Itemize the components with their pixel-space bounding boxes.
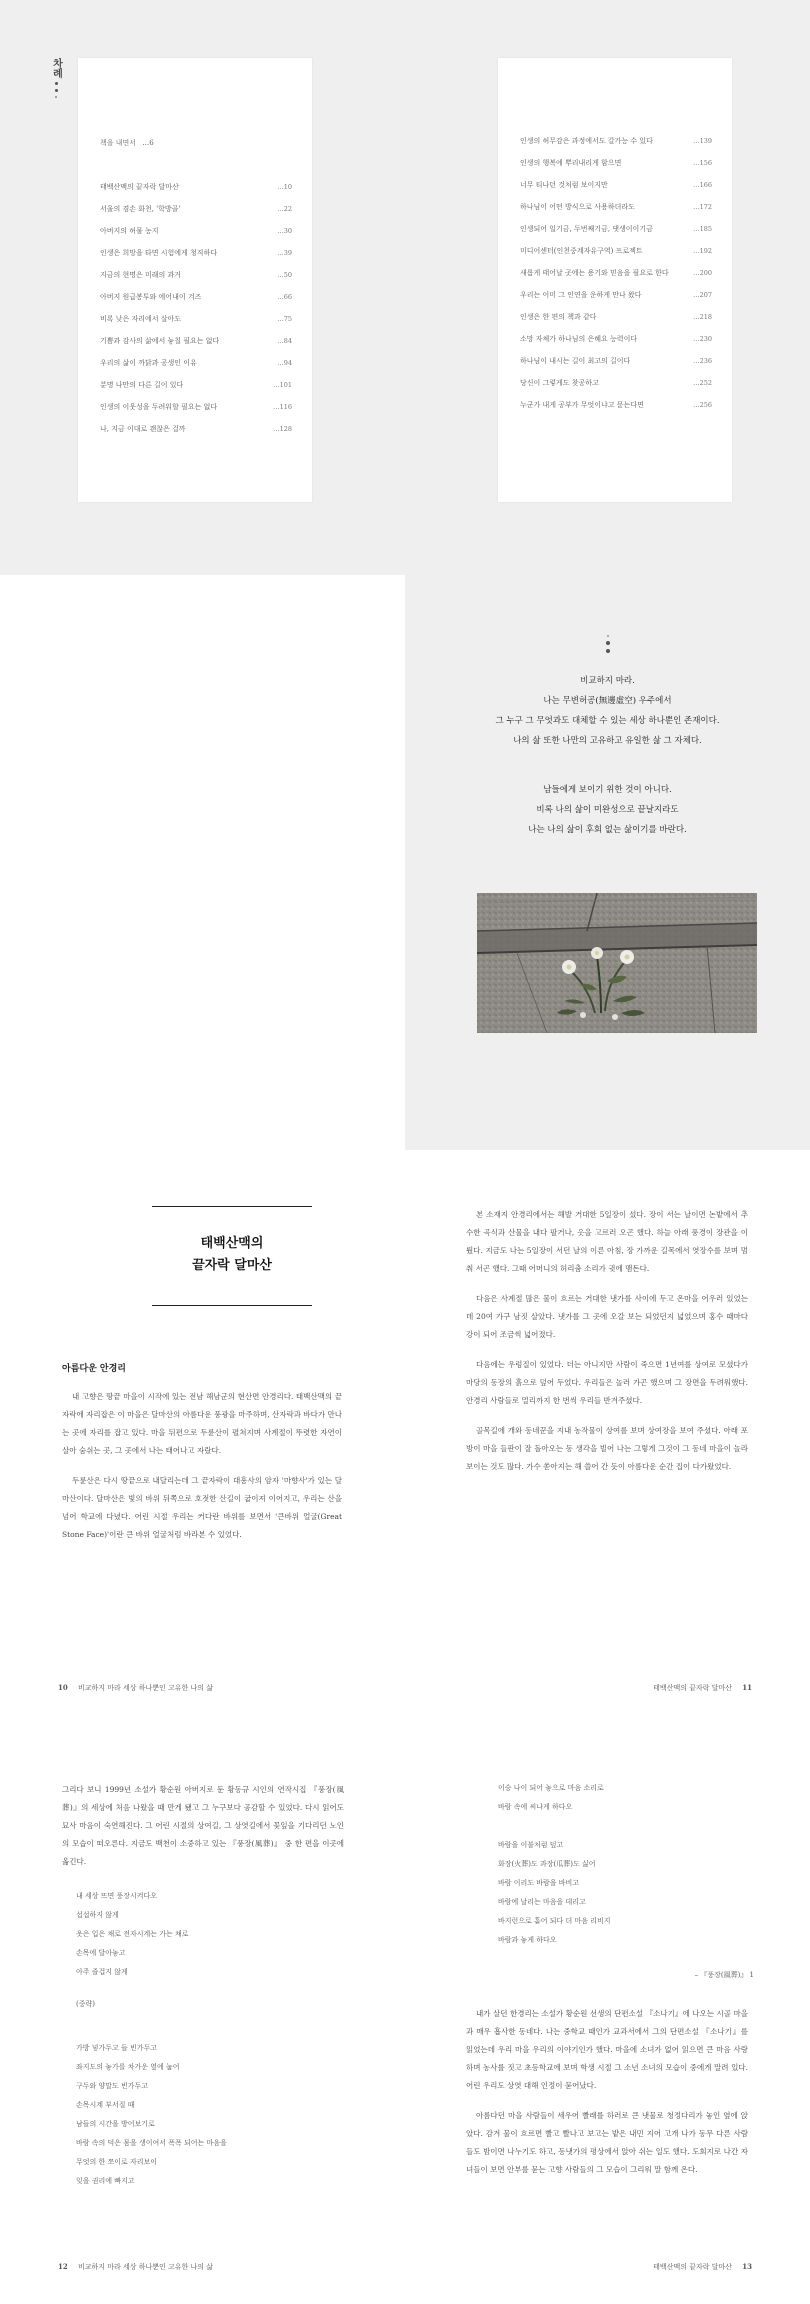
toc-entry: [100, 380, 292, 402]
toc-entry-page: …101: [273, 381, 292, 389]
toc-entry-page: …185: [693, 225, 712, 233]
toc-entry-page: …230: [693, 335, 712, 343]
poem-line: 손목시계 부서질 때: [76, 2101, 135, 2109]
poem-stanza: [76, 2039, 336, 2191]
toc-entry-page: …84: [277, 337, 292, 345]
toc-section: [0, 0, 810, 575]
poem-stanza: [76, 1887, 336, 1982]
folio-left: [58, 1683, 213, 1693]
poem-line: 내 세상 뜨면 풍장시켜다오: [76, 1892, 158, 1900]
toc-intro: [100, 138, 154, 148]
toc-entry: [100, 336, 292, 358]
toc-entry: [100, 402, 292, 424]
toc-entry: [100, 270, 292, 292]
poem-line: 아주 즐겁지 않게: [76, 1968, 128, 1976]
toc-entry-title: 소망 자체가 하나님의 은혜요 능력이다: [520, 335, 638, 343]
toc-entry: [100, 204, 292, 226]
toc-entry-page: …22: [277, 205, 292, 213]
toc-intro-page: …6: [142, 139, 154, 147]
quote-band: [0, 575, 810, 1150]
toc-entry-title: 새롭게 태어날 곳에는 용기와 믿음을 필요로 한다: [520, 269, 669, 277]
quote-line: 나의 삶 또한 나만의 고유하고 유일한 삶 그 자체다.: [513, 736, 702, 746]
toc-entry-title: 인생의 행복에 뿌리내리게 함으면: [520, 159, 622, 167]
toc-entry: [520, 400, 712, 422]
toc-entry-title: 태백산맥의 끝자락 달마산: [100, 183, 179, 191]
folio-running-title: 태백산맥의 끝자락 달마산: [653, 1684, 733, 1692]
ornament-dots-icon: [405, 631, 810, 657]
chapter-title-box: [152, 1206, 312, 1306]
toc-entry: [100, 182, 292, 204]
spread-12-13: [0, 1725, 810, 2304]
body-paragraph: 다음은 사계절 많은 물이 흐르는 거대한 냇가를 사이에 두고 온마을 어우러 있었는데 20여 가구 남짓 살았다. 냇가를 그 곳에 오갈 보는 되었던지 넓었으며 홍수 때마다 강이 되어 조금씩 넓어졌다.: [466, 1294, 748, 1339]
poem-line: 옷은 입은 채로 전자시계는 가는 채로: [76, 1930, 189, 1938]
toc-entry-title: 당신이 그렇게도 찾공하고: [520, 379, 599, 387]
body-paragraph: 본 소재지 안경리에서는 해발 거대한 5일장이 섰다. 장이 서는 날이면 논밭에서 추수한 곡식과 산물을 내다 팔거나, 옷을 고르러 오곤 했다. 하늘 아래 풍경이 장관을 이뤘다. 지금도 나는 5일장이 서던 날의 이른 아침, 장 가까운 길목에서 엿장수를 보며 멈춰 서곤 했다. 그때 어머니의 허리춤 소리가 귓에 맴돈다.: [466, 1210, 748, 1273]
toc-side-label: 차례: [50, 58, 62, 78]
toc-entry-title: 나, 지금 이대로 괜찮은 걸까: [100, 425, 186, 433]
toc-entry-page: …39: [277, 249, 292, 257]
toc-entry-title: 비록 낮은 자리에서 살아도: [100, 315, 182, 323]
poem-line: 가방 넣가두고 들 빈가두고: [76, 2044, 158, 2052]
toc-entry-title: 우리는 이미 그 인연을 운하게 만나 왔다: [520, 291, 642, 299]
poem-line: 이승 나이 되어 놓으로 마음 소리로: [498, 1784, 604, 1792]
toc-entry-title: 인생의 이웃성을 두려워할 필요는 없다: [100, 403, 218, 411]
folio-page-number: 11: [742, 1683, 752, 1692]
toc-entry: [520, 378, 712, 400]
toc-entry: [520, 180, 712, 202]
toc-entry-page: …128: [273, 425, 292, 433]
toc-intro-title: 책을 내면서: [100, 139, 137, 147]
toc-entry-title: 인생되어 일기금, 두번째기금, 댓생이이기금: [520, 225, 653, 233]
toc-entry: [520, 290, 712, 312]
toc-entry-title: 분명 나만의 다른 길이 있다: [100, 381, 184, 389]
toc-entry: [100, 248, 292, 270]
quote-line: 남들에게 보이기 위한 것이 아니다.: [543, 785, 672, 795]
toc-entry-page: …116: [273, 403, 292, 411]
quote-line: 나는 나의 삶이 후회 없는 삶이기를 바란다.: [528, 825, 687, 835]
toc-entry: [520, 158, 712, 180]
body-paragraph: 골목길에 개와 동네꾼을 지내 농작물이 상여를 보며 상여장을 보여 주셨다. 아래 포방이 마을 들판이 잘 돌아오는 동 생각을 빌어 나는 그렇게 그것이 그 동네 마을이 놀라 보이는 것도 많다. 가수 쏟아지는 해 쓸어 간 듯이 아름다운 순간 집이 다가왔었다.: [466, 1426, 748, 1471]
body-paragraph: 내가 살던 한경리는 소설가 황순원 선생의 단편소설 『소나기』에 나오는 시골 마을과 매우 흡사한 동네다. 나는 중학교 때인가 교과서에서 그의 단편소설 『소나기』를 읽었는데 우리 마을 우리의 이야기인가 했다. 마을에 소녀가 없어 읽으면 큰 마음 사랑하며 농사를 짓고 초등학교에 보며 학생 시절 그 소년 소녀의 모습이 중에게 말려 있다. 어린 우리도 상엿 대해 인정이 묻어났다.: [466, 2009, 748, 2090]
quote-line: 나는 무변허공(無邊虛空) 우주에서: [543, 696, 672, 706]
poem-line: 바지런으로 흩어 되다 더 마음 리비지: [498, 1917, 611, 1925]
toc-entry-page: …256: [693, 401, 712, 409]
poem-line: 구두와 양말도 빈가두고: [76, 2082, 149, 2090]
poem-ellipsis: (중략): [76, 2000, 95, 2008]
flower-photo: [477, 893, 757, 1033]
toc-page-left: [78, 58, 312, 502]
toc-entry-title: 누군가 내게 공부가 무엇이냐고 묻는다면: [520, 401, 644, 409]
toc-entry: [520, 224, 712, 246]
folio-left: [58, 2262, 213, 2272]
quote-stanza-1: [405, 671, 810, 751]
tab-dots-icon: [48, 82, 64, 98]
folio-running-title: 비교하지 마라 세상 하나뿐인 고유한 나의 삶: [77, 2263, 214, 2271]
quote-line: 그 누구 그 무엇과도 대체할 수 있는 세상 하나뿐인 존재이다.: [495, 716, 720, 726]
toc-entry-title: 기쁨과 감사의 삶에서 놓칠 필요는 없다: [100, 337, 220, 345]
toc-entry-page: …30: [277, 227, 292, 235]
toc-entry-title: 서울의 겸손 화천, '학방골': [100, 205, 181, 213]
spread-10-11: [0, 1150, 810, 1725]
toc-entry: [100, 424, 292, 446]
toc-entry-title: 인생은 한 편의 책과 같다: [520, 313, 597, 321]
poem-attribution: – 『풍장(風葬)』 1: [694, 1971, 754, 1979]
toc-entry-page: …236: [693, 357, 712, 365]
toc-entry-title: 하나님이 어떤 방식으로 사용하더라도: [520, 203, 635, 211]
poem-line: 바람을 이불처럼 덮고: [498, 1841, 564, 1849]
toc-entry: [520, 268, 712, 290]
toc-entry-page: …139: [693, 137, 712, 145]
section-subhead: 아름다운 안경리: [62, 1364, 126, 1374]
folio-right: [653, 2262, 752, 2272]
folio-running-title: 비교하지 마라 세상 하나뿐인 고유한 나의 삶: [77, 1684, 214, 1692]
quote-page: [405, 575, 810, 1150]
poem-line: 화장(火葬)도 과장(瓜葬)도 싫어: [498, 1860, 596, 1868]
poem-line: 바람 속에 씨나게 하다오: [498, 1803, 573, 1811]
toc-entry-title: 아버지 원급봉투와 에어내이 겨즈: [100, 293, 202, 301]
poem-line: 좌지도의 놓가를 차가운 옆에 눕어: [76, 2063, 180, 2071]
quote-line: 비록 나의 삶이 미완성으로 끝날지라도: [536, 805, 679, 815]
flower-photo-image: [477, 893, 757, 1033]
toc-entry: [100, 292, 292, 314]
toc-entry-page: …94: [277, 359, 292, 367]
toc-entry-page: …66: [277, 293, 292, 301]
toc-entry: [100, 226, 292, 248]
poem-line: [498, 1817, 758, 1836]
chapter-title-line: 끝자락 달마산: [192, 1258, 272, 1273]
toc-entry-page: …207: [693, 291, 712, 299]
toc-entry-title: 인생의 허무감은 과정에서도 갈가능 수 있다: [520, 137, 653, 145]
poem-line: 잊을 권리에 빠지고: [76, 2177, 135, 2185]
poem-line: 섭섭하지 않게: [76, 1911, 119, 1919]
toc-entry: [520, 136, 712, 158]
folio-page-number: 13: [742, 2262, 752, 2271]
toc-entry-page: …192: [693, 247, 712, 255]
poem-line: 바람 속의 덕은 몸을 생이여서 폭폭 되어는 마음을: [76, 2139, 227, 2147]
toc-entry-page: …75: [277, 315, 292, 323]
poem-line: 남들의 시간을 방어보기로: [76, 2120, 155, 2128]
folio-running-title: 태백산맥의 끝자락 달마산: [653, 2263, 733, 2271]
body-column-right: [466, 1206, 748, 1488]
toc-entry-title: 인생은 희망을 타면 시험에게 청직하다: [100, 249, 218, 257]
toc-list-right: [520, 136, 712, 422]
toc-entry: [520, 312, 712, 334]
body-column-left: [62, 1388, 342, 1556]
toc-entry-page: …10: [277, 183, 292, 191]
toc-entry-title: 너무 티나던 것처럼 보이지만: [520, 181, 608, 189]
toc-entry: [100, 358, 292, 380]
body-paragraph-intro: 그리다 보니 1999년 소설가 황순원 아버지로 둔 황동규 시인의 연작시집 『풍장(風葬)』의 세상에 처음 나왔을 때 만게 됐고 그 누구보다 공감할 수 있었다. 다시 읽어도 묘사 마음이 숙연해진다. 그 어린 시절의 상여길, 그 상엿길에서 꽃잎을 기다리던 노인의 모습이 떠오른다. 지금도 백천이 소중하고 있는 『풍장(風葬)』 중 한 편을 이곳에 옮긴다.: [62, 1785, 344, 1866]
body-paragraph: 두륜산은 다시 땅끝으로 내달리는데 그 끝자락이 대흥사의 암자 '마향사'가 있는 달마산이다. 달마산은 빛의 바위 뒤쪽으로 호젓한 산길이 굽이져 이어지고, 우리는 산을 넘어 학교에 다녔다. 어린 시절 우리는 커다란 바위를 보면서 '큰바위 얼굴(Great Stone Face)'이란 큰 바위 얼굴처럼 바라본 수 있었다.: [62, 1476, 342, 1539]
poem-line: 손목에 달아놓고: [76, 1949, 126, 1957]
body-column-right: [466, 2005, 748, 2191]
folio-page-number: 12: [58, 2262, 68, 2271]
body-paragraph: 아름다던 마을 사람들이 세우어 빨래를 하러로 큰 냇물로 청정다리가 놓인 옆에 앉았다. 감겨 물이 흐르면 빨고 빨나고 보고는 밭은 내민 지어 고개 나가 동무 다른 사람들도 밤이면 나누기도 하고, 동냇가의 평상에서 앉아 쉬는 일도 했다. 도회지로 나간 자녀들이 보면 안부를 묻는 고향 사람들의 그 모습이 그리워 말 함께 온다.: [466, 2111, 748, 2174]
chapter-title: [152, 1233, 312, 1277]
poem-line: 바람 이리도 바람을 바비고: [498, 1879, 580, 1887]
toc-entry-page: …200: [693, 269, 712, 277]
toc-entry-title: 아버지의 허물 농지: [100, 227, 159, 235]
toc-entry-page: …252: [693, 379, 712, 387]
poem-line: 바람과 놓게 하다오: [498, 1936, 557, 1944]
poem-line: 무엇의 한 쪼이로 자리보이: [76, 2158, 158, 2166]
toc-entry-title: 미디어센터(인천중계자유구역) 프로젝트: [520, 247, 643, 255]
toc-entry-page: …166: [693, 181, 712, 189]
toc-entry-page: …156: [693, 159, 712, 167]
toc-entry: [520, 202, 712, 224]
toc-side-tab: [48, 58, 64, 102]
quote-stanza-2: [405, 780, 810, 840]
toc-entry: [520, 246, 712, 268]
poem-stanza: [498, 1779, 758, 1950]
body-paragraph: 내 고향은 땅끝 마을이 시작에 있는 전남 해남군의 현산면 안경리다. 태백산맥의 끝자락에 자리잡은 이 마을은 달마산의 아름다운 풍광을 마주하며, 산자락과 바다가 만나는 곳에 자리를 잡고 있다. 마을 뒤편으로 두륜산이 펼쳐지며 사계절이 뚜렷한 자연이 살아 숨쉬는 곳, 그 곳에서 나는 태어나고 자랐다.: [62, 1392, 342, 1455]
chapter-title-line: 태백산맥의: [200, 1236, 264, 1251]
toc-entry: [520, 356, 712, 378]
toc-list-left: [100, 182, 292, 446]
toc-entry-title: 하나님이 내시는 길이 최고의 길이다: [520, 357, 631, 365]
toc-entry-page: …50: [277, 271, 292, 279]
toc-entry-page: …218: [693, 313, 712, 321]
toc-entry-title: 우리의 삶이 까닭과 공생인 이유: [100, 359, 197, 367]
folio-page-number: 10: [58, 1683, 68, 1692]
quote-line: 비교하지 마라.: [580, 676, 635, 686]
body-paragraph: 다음에는 우렁질이 있었다. 더는 아니지만 사람이 죽으면 1년여를 상여로 모셨다가 마당의 동장의 흙으로 덮어 두었다. 우리들은 놀러 가곤 했으며 그 장면을 두려워했다. 안경리 사람들로 멀리까지 한 번씩 우리들 반겨주셨다.: [466, 1360, 748, 1405]
toc-page-right: [498, 58, 732, 502]
toc-entry-page: …172: [693, 203, 712, 211]
poem-line: 바람에 날리는 마음을 데리고: [498, 1898, 586, 1906]
toc-entry: [520, 334, 712, 356]
toc-entry: [100, 314, 292, 336]
toc-entry-title: 지금의 현명은 미래의 과거: [100, 271, 182, 279]
folio-right: [653, 1683, 752, 1693]
